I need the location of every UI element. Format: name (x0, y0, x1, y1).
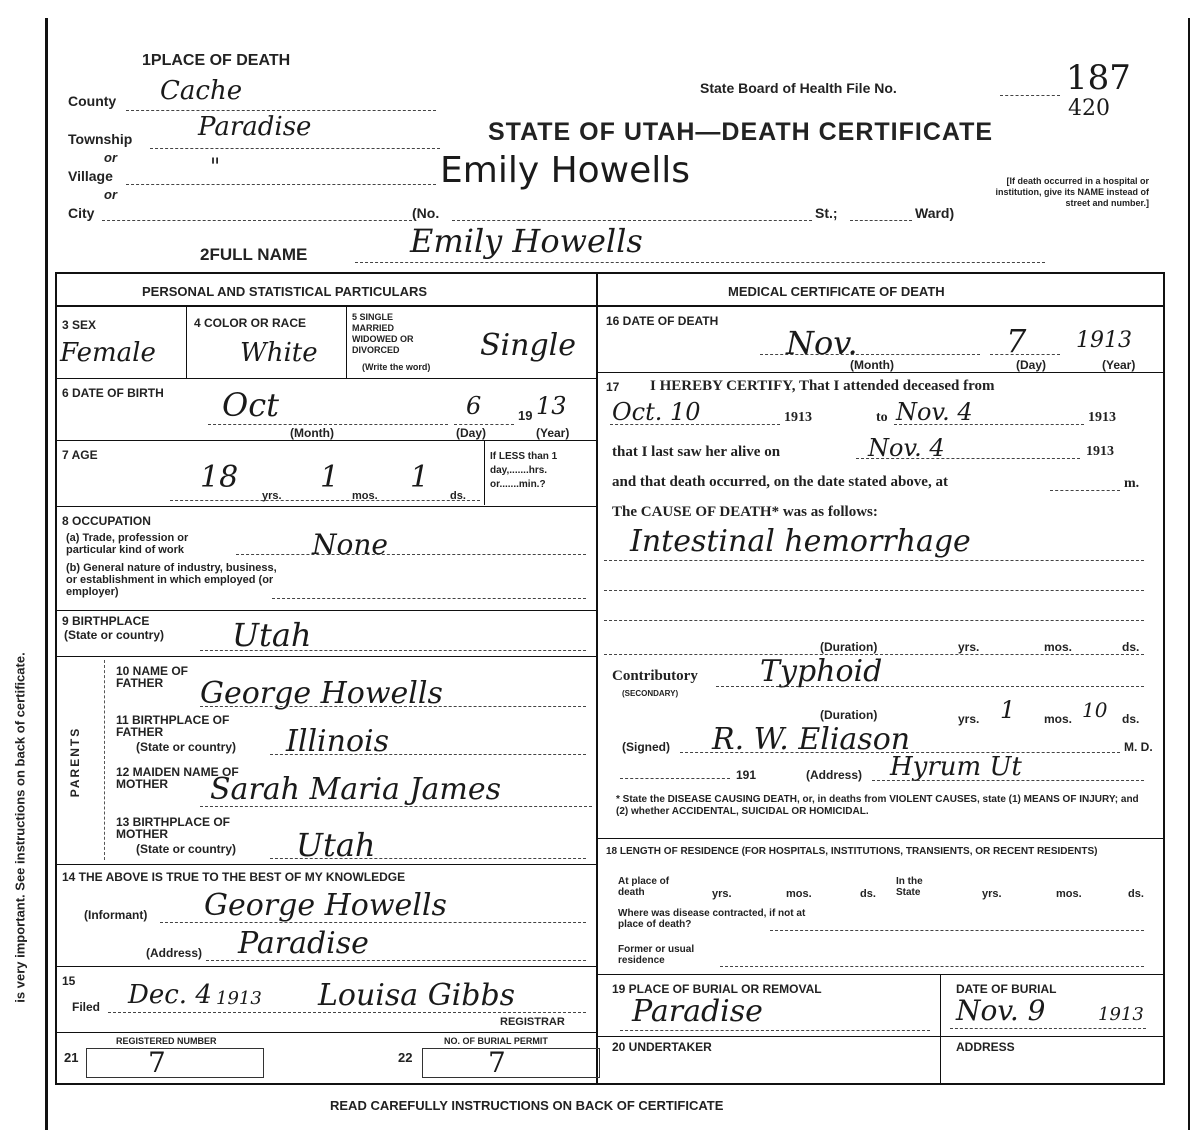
file-number: 187 (1066, 58, 1131, 98)
dob-day-caption: (Day) (456, 426, 487, 440)
filed-label: Filed (72, 1000, 101, 1014)
or-2: or (104, 187, 117, 202)
county-value: Cache (160, 76, 243, 106)
filed-number: 15 (62, 974, 76, 988)
dod-label: 16 DATE OF DEATH (606, 314, 719, 328)
hospital-note: [If death occurred in a hospital or institution, give its NAME instead of street and number.] (995, 176, 1149, 208)
informant-label: (Informant) (84, 908, 148, 922)
sex-value: Female (60, 338, 156, 368)
mother-label: 12 MAIDEN NAME OF MOTHER (116, 765, 239, 791)
age-months: 1 (320, 460, 340, 495)
dod-year-caption: (Year) (1102, 358, 1136, 372)
father-value: George Howells (200, 676, 443, 711)
sig-address-label: (Address) (806, 768, 863, 782)
occupation-label: 8 OCCUPATION (62, 514, 151, 528)
contributory-secondary: (SECONDARY) (622, 689, 679, 698)
burial-place-label: 19 PLACE OF BURIAL OR REMOVAL (612, 982, 822, 996)
cert-number: 17 (606, 380, 620, 394)
death-occurred-text: and that death occurred, on the date stated above, at (612, 474, 948, 490)
cause-label: The CAUSE OF DEATH* was as follows: (612, 504, 878, 520)
certify-text: I HEREBY CERTIFY, That I attended deceased from (650, 378, 995, 394)
sig-address-value: Hyrum Ut (890, 752, 1022, 782)
registered-number-label: REGISTERED NUMBER (116, 1036, 217, 1046)
parents-label: PARENTS (68, 726, 83, 798)
contrib-months: 1 (1000, 696, 1016, 724)
burial-permit-index: 22 (398, 1050, 413, 1065)
residence-state-yrs: yrs. (982, 888, 1002, 900)
dod-month: Nov. (786, 324, 858, 362)
residence-place-mos: mos. (786, 888, 812, 900)
occupation-b: (b) General nature of industry, business, or establishment in which employed (or employer) (66, 562, 277, 598)
age-mos-unit: mos. (352, 490, 378, 502)
frame-right (1188, 18, 1190, 1130)
st-label: St.; (815, 205, 838, 221)
color-label: 4 COLOR OR RACE (194, 316, 307, 330)
no-label: (No. (412, 205, 440, 221)
mother-birthplace-sub: (State or country) (136, 842, 237, 856)
occupation-value: None (312, 528, 388, 561)
dob-month: Oct (222, 386, 280, 424)
attended-to-year: 1913 (1088, 410, 1116, 425)
last-saw-text: that I last saw her alive on (612, 444, 781, 460)
file-number-secondary: 420 (1068, 96, 1110, 121)
city-label: City (68, 205, 95, 221)
color-value: White (240, 338, 318, 368)
burial-date: Nov. 9 (956, 994, 1046, 1027)
mother-value: Sarah Maria James (210, 772, 501, 807)
burial-permit-value: 7 (488, 1046, 506, 1079)
death-m: m. (1124, 476, 1140, 491)
registered-number-box (86, 1048, 264, 1078)
left-rule (55, 272, 57, 1084)
less-than-day: If LESS than 1 day,.......hrs. or.......min.? (490, 451, 558, 490)
mother-birthplace-label: 13 BIRTHPLACE OF MOTHER (116, 815, 231, 841)
full-name-label: 2FULL NAME (200, 245, 308, 264)
marital-value: Single (480, 328, 577, 363)
birthplace-label: 9 BIRTHPLACE (62, 614, 150, 628)
residence-label: 18 LENGTH OF RESIDENCE (FOR HOSPITALS, INSTITUTIONS, TRANSIENTS, OR RECENT RESIDENTS) (606, 846, 1098, 857)
registered-number-value: 7 (148, 1046, 166, 1079)
former-residence: Former or usual residence (618, 944, 695, 966)
father-label: 10 NAME OF FATHER (116, 664, 189, 690)
residence-in-state: In the State (896, 876, 923, 898)
signed-value: R. W. Eliason (712, 722, 911, 757)
age-days: 1 (410, 460, 430, 495)
attended-to-label: to (876, 410, 888, 425)
ward-label: Ward) (915, 205, 955, 221)
or-1: or (104, 150, 117, 165)
residence-at-place: At place of death (618, 876, 670, 898)
footer-instructions: READ CAREFULLY INSTRUCTIONS ON BACK OF CERTIFICATE (330, 1098, 724, 1113)
burial-year: 1913 (1098, 1004, 1144, 1025)
county-label: County (68, 93, 117, 109)
contrib-days: 10 (1082, 698, 1108, 722)
dod-month-caption: (Month) (850, 358, 894, 372)
full-name-value: Emily Howells (410, 222, 643, 260)
last-saw-date: Nov. 4 (868, 434, 945, 462)
burial-permit-label: NO. OF BURIAL PERMIT (444, 1036, 548, 1046)
cause-duration-label: (Duration) (820, 640, 878, 654)
attended-from-date: Oct. 10 (612, 398, 701, 426)
sex-label: 3 SEX (62, 318, 97, 332)
burial-date-label: DATE OF BURIAL (956, 982, 1057, 996)
informant-value: George Howells (204, 888, 447, 923)
father-birthplace-sub: (State or country) (136, 740, 237, 754)
residence-place-yrs: yrs. (712, 888, 732, 900)
personal-heading: PERSONAL AND STATISTICAL PARTICULARS (142, 284, 428, 299)
mother-birthplace-value: Utah (296, 826, 376, 864)
father-birthplace-value: Illinois (286, 724, 390, 759)
file-label: State Board of Health File No. (700, 80, 897, 96)
contributory-label: Contributory (612, 668, 698, 684)
informant-heading: 14 THE ABOVE IS TRUE TO THE BEST OF MY KNOWLEDGE (62, 870, 406, 884)
attended-from-year: 1913 (784, 410, 812, 425)
father-birthplace-label: 11 BIRTHPLACE OF FATHER (116, 713, 230, 739)
filed-year: 1913 (216, 988, 262, 1009)
dob-day: 6 (466, 392, 482, 420)
cause-yrs: yrs. (958, 640, 980, 654)
residence-state-mos: mos. (1056, 888, 1082, 900)
frame-left (45, 18, 48, 1130)
undertaker-address-label: ADDRESS (956, 1040, 1015, 1054)
birthplace-value: Utah (232, 616, 312, 654)
age-ds-unit: ds. (450, 490, 466, 502)
dod-day-caption: (Day) (1016, 358, 1047, 372)
age-yrs-unit: yrs. (262, 490, 282, 502)
address-value: Paradise (238, 926, 369, 961)
address-label: (Address) (146, 946, 203, 960)
birthplace-sub: (State or country) (64, 628, 165, 642)
village-label: Village (68, 168, 113, 184)
dob-year-prefix: 19 (518, 408, 533, 423)
cause-footnote: * State the DISEASE CAUSING DEATH, or, in deaths from VIOLENT CAUSES, state (1) MEANS OF INJURY; and (2) whether ACCIDENTAL, SUICIDAL OR HOMICIDAL. (616, 794, 1139, 817)
place-of-death-heading: 1PLACE OF DEATH (142, 52, 291, 69)
where-contracted: Where was disease contracted, if not at place of death? (618, 908, 806, 930)
dod-year: 1913 (1076, 328, 1132, 353)
dob-label: 6 DATE OF BIRTH (62, 386, 164, 400)
last-saw-year: 1913 (1086, 444, 1114, 459)
md-label: M. D. (1124, 740, 1153, 754)
section-top-rule (55, 272, 1165, 274)
undertaker-label: 20 UNDERTAKER (612, 1040, 712, 1054)
registrar-label: REGISTRAR (500, 1016, 565, 1028)
side-note: is very important. See instructions on back of certificate. (12, 652, 28, 1003)
registered-number-index: 21 (64, 1050, 79, 1065)
section-bottom-rule (55, 1083, 1165, 1085)
dob-year-caption: (Year) (536, 426, 570, 440)
township-value: Paradise (198, 112, 312, 142)
dob-year: 13 (536, 392, 567, 420)
cause-mos: mos. (1044, 640, 1073, 654)
contrib-ds: ds. (1122, 712, 1140, 726)
contrib-mos: mos. (1044, 712, 1073, 726)
attended-to-date: Nov. 4 (896, 398, 973, 426)
cause-value: Intestinal hemorrhage (630, 524, 971, 559)
marital-write: (Write the word) (362, 362, 431, 372)
burial-permit-box (422, 1048, 600, 1078)
medical-heading: MEDICAL CERTIFICATE OF DEATH (728, 284, 945, 299)
contrib-duration-label: (Duration) (820, 708, 878, 722)
township-label: Township (68, 131, 133, 147)
residence-state-ds: ds. (1128, 888, 1144, 900)
age-label: 7 AGE (62, 448, 98, 462)
occupation-a: (a) Trade, profession or particular kind of work (66, 532, 189, 556)
age-years: 18 (200, 460, 239, 495)
contrib-yrs: yrs. (958, 712, 980, 726)
contributory-value: Typhoid (760, 654, 883, 689)
residence-place-ds: ds. (860, 888, 876, 900)
decedent-name-top: Emily Howells (440, 150, 691, 191)
dod-day: 7 (1006, 322, 1027, 360)
center-divider (596, 272, 598, 1084)
cause-ds: ds. (1122, 640, 1140, 654)
certificate-title: STATE OF UTAH—DEATH CERTIFICATE (488, 118, 994, 146)
burial-place-value: Paradise (632, 994, 763, 1029)
filed-date: Dec. 4 (128, 980, 212, 1010)
right-rule (1163, 272, 1165, 1084)
registrar-signature: Louisa Gibbs (318, 978, 516, 1013)
dob-month-caption: (Month) (290, 426, 334, 440)
sig-year: 191 (736, 768, 757, 782)
signed-label: (Signed) (622, 740, 670, 754)
marital-label: 5 SINGLE MARRIED WIDOWED OR DIVORCED (352, 312, 414, 355)
village-value: " (210, 155, 221, 180)
